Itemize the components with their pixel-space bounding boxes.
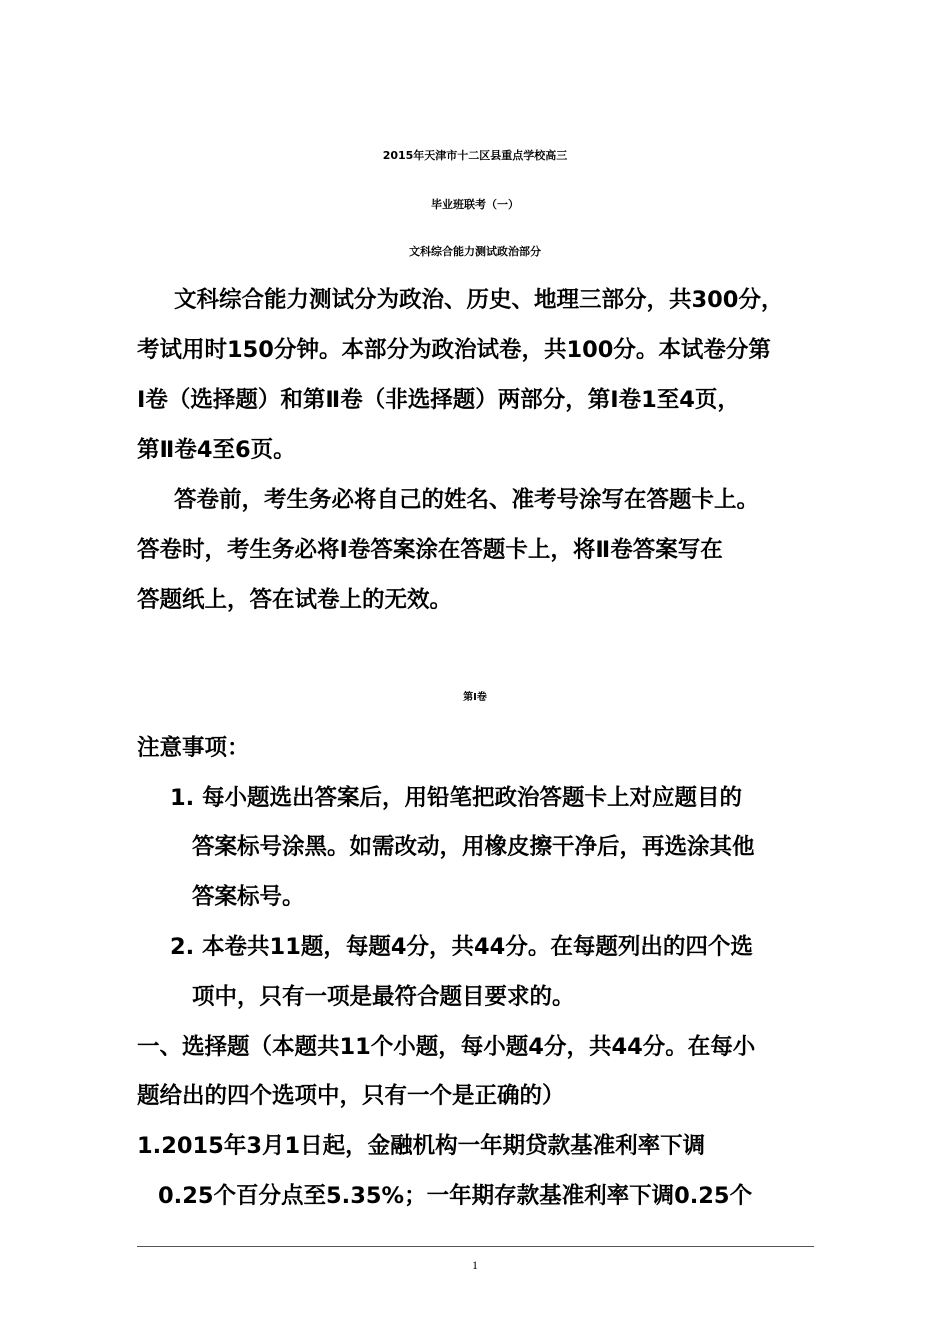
document-title-line-2: 毕业班联考（一） xyxy=(431,198,519,211)
intro-line-2: 考试用时150分钟。本部分为政治试卷，共100分。本试卷分第 xyxy=(137,337,771,363)
document-title-line-3: 文科综合能力测试政治部分 xyxy=(409,245,541,258)
note-item-1-line-1: 1. 每小题选出答案后，用铅笔把政治答题卡上对应题目的 xyxy=(170,785,743,811)
section-heading: 第Ⅰ卷 xyxy=(463,692,487,703)
question-1-line-2: 0.25个百分点至5.35%；一年期存款基准利率下调0.25个 xyxy=(158,1183,753,1209)
part-heading-line-1: 一、选择题（本题共11个小题，每小题4分，共44分。在每小 xyxy=(137,1034,756,1060)
instruction-line-3: 答题纸上，答在试卷上的无效。 xyxy=(137,587,453,613)
notes-heading: 注意事项： xyxy=(137,735,250,761)
intro-line-3: Ⅰ卷（选择题）和第Ⅱ卷（非选择题）两部分，第Ⅰ卷1至4页， xyxy=(137,387,740,413)
note-item-2-line-2: 项中，只有一项是最符合题目要求的。 xyxy=(192,984,575,1010)
note-item-2-line-1: 2. 本卷共11题，每题4分，共44分。在每题列出的四个选 xyxy=(170,934,753,960)
note-item-1-line-3: 答案标号。 xyxy=(192,884,305,910)
note-item-1-line-2: 答案标号涂黑。如需改动，用橡皮擦干净后，再选涂其他 xyxy=(192,834,755,860)
instruction-line-2: 答卷时，考生务必将Ⅰ卷答案涂在答题卡上，将Ⅱ卷答案写在 xyxy=(137,537,723,563)
page-number: 1 xyxy=(472,1258,478,1272)
footer-divider xyxy=(137,1246,814,1247)
intro-line-4: 第Ⅱ卷4至6页。 xyxy=(137,437,296,463)
part-heading-line-2: 题给出的四个选项中，只有一个是正确的） xyxy=(137,1083,565,1109)
instruction-line-1: 答卷前，考生务必将自己的姓名、准考号涂写在答题卡上。 xyxy=(174,487,760,513)
question-1-line-1: 1.2015年3月1日起，金融机构一年期贷款基准利率下调 xyxy=(137,1133,706,1159)
intro-line-1: 文科综合能力测试分为政治、历史、地理三部分，共300分， xyxy=(174,287,784,313)
document-title-line-1: 2015年天津市十二区县重点学校高三 xyxy=(382,149,568,162)
